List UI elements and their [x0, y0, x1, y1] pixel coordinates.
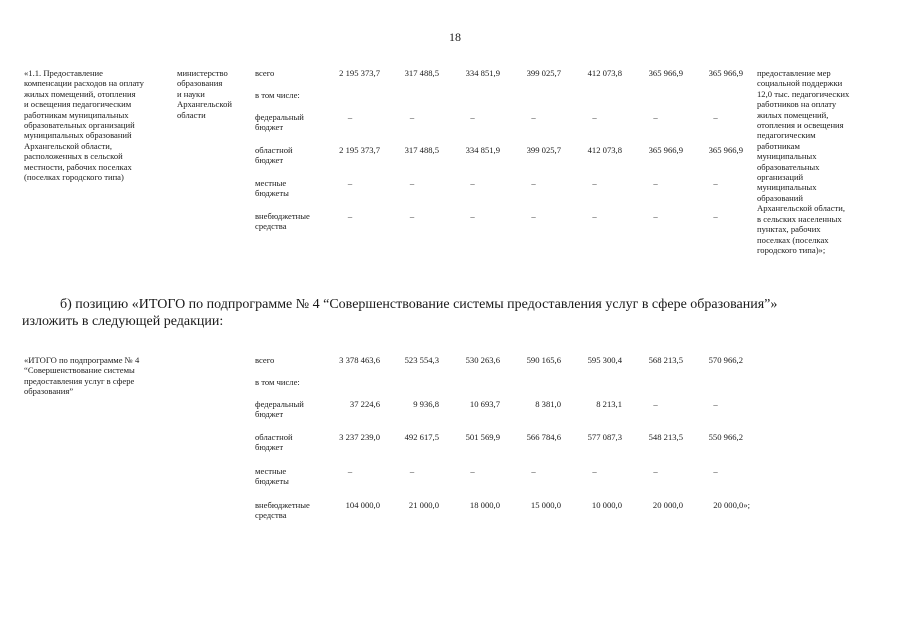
table1-cell: 365 966,9	[648, 145, 683, 155]
table1-row-label: всего	[255, 68, 275, 78]
table1-cell: –	[347, 211, 353, 221]
section-heading	[22, 296, 882, 330]
page-number: 18	[449, 30, 461, 44]
table2-cell: 548 213,5	[648, 432, 683, 442]
table2-cell: 595 300,4	[587, 355, 622, 365]
heading-line1-text: б) позицию «ИТОГО по подпрограмме № 4 “Совершенствование системы предоставления услуг в сфере образования”»	[60, 297, 778, 312]
table1-row-label: внебюджетные средства	[255, 211, 310, 232]
table1-cell: –	[470, 211, 475, 221]
section-heading-line2: изложить в следующей редакции:	[22, 314, 224, 329]
table1-cell: 2 195 373,7	[339, 68, 380, 78]
table2-cell: 530 263,6	[465, 355, 500, 365]
table1-cell: 334 851,9	[465, 68, 500, 78]
table2-cell: 570 966,2	[708, 355, 743, 365]
table2-cell: 501 569,9	[465, 432, 500, 442]
table2-cell: –	[713, 399, 718, 409]
table1-cell: 365 966,9	[648, 68, 683, 78]
table1-row-label: в том числе:	[255, 90, 300, 100]
table1-cell: –	[653, 178, 658, 188]
table1-cell: –	[592, 211, 597, 221]
table1-cell: 317 488,5	[404, 145, 439, 155]
table2-cell: 3 237 239,0	[339, 432, 380, 442]
table1-cell: –	[409, 178, 415, 188]
table1-cell: –	[592, 112, 597, 122]
table1-cell: 412 073,8	[587, 145, 622, 155]
table2-row-label: внебюджетные средства	[255, 500, 310, 521]
table2-cell: –	[409, 466, 415, 476]
section-heading-line1	[22, 296, 882, 313]
table2-cell: 3 378 463,6	[339, 355, 380, 365]
table2-cell: –	[653, 399, 658, 409]
table1-cell: 365 966,9	[708, 145, 743, 155]
table2-cell: 590 165,6	[526, 355, 561, 365]
table2-program-name: «ИТОГО по подпрограмме № 4 “Совершенствование системы предоставления услуг в сфере образования”	[24, 355, 140, 397]
table1-cell: –	[653, 112, 658, 122]
table1-cell: –	[347, 112, 353, 122]
table1-cell: 317 488,5	[404, 68, 439, 78]
table1-result: предоставление мер социальной поддержки 12,0 тыс. педагогических работников на оплату жилых помещений, отопления и освещения педагогическим работникам муниципальных образовательных организаций муниципальных образований Архангельской области, в сельских населенных пунктах, рабочих поселках (поселках городского типа)»;	[757, 68, 850, 255]
table2-row-label: федеральный бюджет	[255, 399, 304, 420]
table1-row-label: областной бюджет	[255, 145, 293, 166]
table1-cell: –	[409, 112, 415, 122]
table1-row-label: федеральный бюджет	[255, 112, 304, 133]
table2-row-label: всего	[255, 355, 275, 365]
table1-cell: –	[470, 178, 475, 188]
table1-cell: 399 025,7	[526, 145, 561, 155]
table2-cell: 566 784,6	[526, 432, 561, 442]
table1-cell: 399 025,7	[526, 68, 561, 78]
table1-cell: –	[409, 211, 415, 221]
table1-cell: –	[531, 112, 536, 122]
table2-cell: 104 000,0	[345, 500, 380, 510]
table2-row-label: в том числе:	[255, 377, 300, 387]
table2-cell: –	[347, 466, 353, 476]
table2-row-label: областной бюджет	[255, 432, 293, 453]
table2-cell: –	[531, 466, 536, 476]
table2-cell: 8 213,1	[596, 399, 622, 409]
table1-cell: 334 851,9	[465, 145, 500, 155]
table2-cell: –	[470, 466, 475, 476]
table1-cell: –	[531, 178, 536, 188]
table2-cell: 9 936,8	[413, 399, 439, 409]
table2-cell: –	[713, 466, 718, 476]
table1-cell: –	[470, 112, 475, 122]
table2-cell: 20 000,0	[652, 500, 683, 510]
table1-cell: –	[531, 211, 536, 221]
table2-cell: 37 224,6	[349, 399, 380, 409]
table1-cell: –	[713, 112, 718, 122]
table1-cell: –	[653, 211, 658, 221]
table2-cell: 550 966,2	[708, 432, 743, 442]
table1-cell: 412 073,8	[587, 68, 622, 78]
table1-cell: –	[347, 178, 353, 188]
table1-program-name: «1.1. Предоставление компенсации расходов на оплату жилых помещений, отопления и освещения педагогическим работникам муниципальных образовательных организаций муниципальных образований Архангельской области, расположенных в сельской местности, рабочих поселках (поселках городского типа)	[24, 68, 144, 183]
table2-cell: 492 617,5	[404, 432, 439, 442]
table2-cell: –	[653, 466, 658, 476]
table2-cell: 10 693,7	[469, 399, 500, 409]
table2-cell: 577 087,3	[587, 432, 622, 442]
table1-cell: –	[713, 178, 718, 188]
table1-row-label: местные бюджеты	[255, 178, 289, 199]
table2-cell: 523 554,3	[404, 355, 439, 365]
table1-cell: 2 195 373,7	[339, 145, 380, 155]
table2-cell: 20 000,0»;	[713, 500, 750, 510]
table2-cell: 8 381,0	[535, 399, 561, 409]
table1-executor: министерство образования и науки Архангельской области	[177, 68, 232, 120]
table2-row-label: местные бюджеты	[255, 466, 289, 487]
table2-cell: 18 000,0	[469, 500, 500, 510]
table1-cell: –	[713, 211, 718, 221]
table1-cell: –	[592, 178, 597, 188]
table2-cell: 10 000,0	[591, 500, 622, 510]
table2-cell: 15 000,0	[530, 500, 561, 510]
table2-cell: –	[592, 466, 597, 476]
table1-cell: 365 966,9	[708, 68, 743, 78]
table2-cell: 21 000,0	[408, 500, 439, 510]
table2-cell: 568 213,5	[648, 355, 683, 365]
